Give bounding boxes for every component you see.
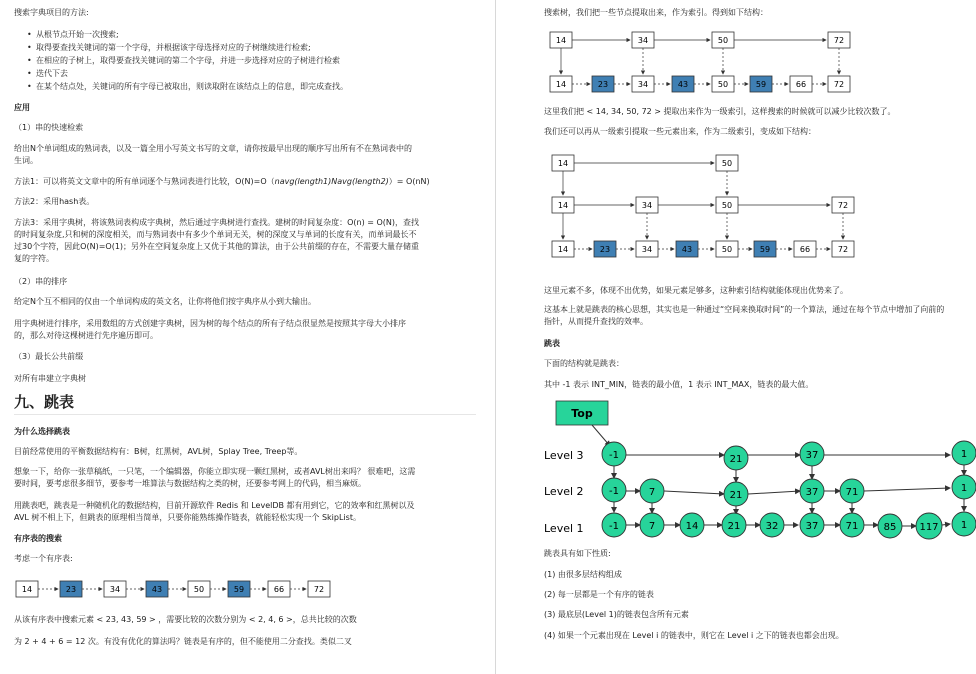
method-1: 方法1：可以将英文文章中的所有单词逐个与熟词表进行比较，O(N)=O（navg(length1)Navg(length2)）= O(nN) [14, 177, 430, 186]
index-node-label: 14 [557, 201, 569, 210]
skiplist-node-label: 21 [729, 490, 743, 501]
index-node-label: 34 [641, 201, 653, 210]
level-label: Level 2 [544, 485, 584, 498]
skiplist-node-label: 37 [805, 521, 819, 532]
list-node-label: 72 [313, 585, 325, 594]
list-node-label: 50 [193, 585, 205, 594]
index-diagram-level2 [550, 150, 860, 264]
skiplist-node-label: 7 [648, 521, 656, 532]
index-node-label: 50 [721, 201, 733, 210]
index-node-label: 72 [837, 201, 849, 210]
skiplist-top-label: Top [571, 407, 593, 420]
list-node-label: 72 [833, 80, 845, 89]
skiplist-node-label: 71 [845, 521, 859, 532]
method-2: 方法2：采用hash表。 [14, 197, 95, 206]
property-item: (4) 如果一个元素出现在 Level i 的链表中，则它在 Level i 之下的链表也都会出现。 [544, 631, 844, 640]
skiplist-node-label: -1 [609, 521, 619, 532]
heading-rule [14, 414, 476, 415]
index-node-label: 50 [717, 36, 729, 45]
skiplist-node-label: 1 [960, 449, 968, 460]
paragraph-prefix: 对所有串建立字典树 [14, 374, 86, 383]
skiplist-node-label: 117 [919, 522, 939, 533]
property-item: (2) 每一层都是一个有序的链表 [544, 590, 654, 599]
index-node-label: 34 [637, 36, 649, 45]
list-node-label: 43 [151, 585, 163, 594]
level-label: Level 3 [544, 449, 584, 462]
bullet-item: • 从根节点开始一次搜索; [36, 29, 119, 41]
section-title-skiplist: 九、跳表 [14, 393, 75, 411]
method-3-line: 过30个字符，因此O(N)=O(1)；另外在空间复杂度上又优于其他的算法，由于公共前缀的存在，不需要大量存储重 [14, 242, 420, 251]
list-node-label: 66 [795, 80, 807, 89]
list-node-label: 14 [557, 245, 569, 254]
paragraph-line: 想象一下，给你一张草稿纸，一只笔，一个编辑器，你能立即实现一颗红黑树，或者AVL树出来吗？ 很难吧，这需 [14, 467, 416, 476]
list-node-label: 23 [65, 585, 77, 594]
right-page [500, 0, 976, 674]
list-node-label: 59 [759, 245, 771, 254]
list-node-label: 23 [599, 245, 611, 254]
ordered-list-diagram [14, 576, 334, 604]
paragraph-structure: 下面的结构就是跳表： [544, 359, 624, 368]
skiplist-node-label: -1 [609, 486, 619, 497]
skiplist-node-label: 21 [729, 454, 743, 465]
list-node-label: 72 [837, 245, 849, 254]
list-node-label: 43 [681, 245, 693, 254]
skiplist-diagram [542, 398, 976, 544]
paragraph-line: 指针，从而提升查找的效率。 [544, 317, 648, 326]
index-node-label: 14 [557, 159, 569, 168]
index-node-label: 72 [833, 36, 845, 45]
paragraph-min-max: 其中 -1 表示 INT_MIN，链表的最小值，1 表示 INT_MAX，链表的最大值。 [544, 380, 814, 389]
paragraph-line: 为 2 + 4 + 6 = 12 次。有没有优化的算法吗？链表是有序的，但不能使用二分查找。类似二叉 [14, 637, 352, 646]
list-node-label: 34 [641, 245, 653, 254]
list-node-label: 34 [109, 585, 121, 594]
index-diagram-level1 [548, 26, 858, 96]
bullet-item: • 迭代下去 [36, 68, 68, 80]
paragraph-line: 用字典树进行排序，采用数组的方式创建字典树，因为树的每个结点的所有子结点很显然是按照其字母大小排序 [14, 319, 406, 328]
list-node-label: 59 [233, 585, 245, 594]
linked-list [16, 581, 330, 597]
paragraph-index-intro: 搜索树，我们把一些节点提取出来，作为索引。得到如下结构： [544, 8, 768, 17]
paragraph-properties: 跳表具有如下性质: [544, 549, 611, 558]
heading-skiplist: 跳表 [544, 339, 560, 348]
heading-ordered-list-search: 有序表的搜索 [14, 534, 62, 543]
list-node-label: 59 [755, 80, 767, 89]
heading-application: 应用 [14, 103, 30, 112]
paragraph-line: 要时间，要考虑很多细节，要参考一堆算法与数据结构之类的树，还要参考网上的代码，相当麻烦。 [14, 479, 366, 488]
paragraph-line: AVL 树不相上下，但跳表的原理相当简单，只要你能熟练操作链表，就能轻松实现一个 SkipList。 [14, 513, 361, 522]
subheading-fast-search: （1）串的快速检索 [14, 123, 84, 132]
paragraph-index-level1: 这里我们把 < 14, 34, 50, 72 > 提取出来作为一级索引，这样搜索的时候就可以减少比较次数了。 [544, 107, 896, 116]
paragraph-line: 用跳表吧，跳表是一种随机化的数据结构，目前开源软件 Redis 和 LevelDB 都有用到它，它的效率和红黑树以及 [14, 501, 415, 510]
paragraph-line: 这基本上就是跳表的核心思想，其实也是一种通过“空间来换取时间”的一个算法，通过在每个节点中增加了向前的 [544, 305, 945, 314]
index-node-label: 14 [555, 36, 567, 45]
method-3-line: 复的字符。 [14, 254, 54, 263]
subheading-prefix: （3）最长公共前缀 [14, 352, 84, 361]
skiplist-node-label: 37 [805, 487, 819, 498]
method-3-line: 方法3：采用字典树，将该熟词表构成字典树，然后通过字典树进行查找。建树的时间复杂度：O(n) = O(N)，查找 [14, 218, 420, 227]
skiplist-node-label: 1 [960, 483, 968, 494]
bullet-item: • 取得要查找关键词的第一个字母，并根据该字母选择对应的子树继续进行检索; [36, 42, 311, 54]
skiplist-node-label: 32 [765, 521, 779, 532]
search-intro: 搜索字典项目的方法: [14, 8, 89, 17]
paragraph-line: 从该有序表中搜索元素 < 23, 43, 59 > ，需要比较的次数分别为 < 2, 4, 6 >，总共比较的次数 [14, 615, 357, 624]
method-3-line: 的时间复杂度,只和树的深度相关，而与熟词表中有多少个单词无关，树的深度又与单词的长度有关，而单词最长不 [14, 230, 417, 239]
paragraph-consider: 考虑一个有序表: [14, 554, 73, 563]
heading-why-skiplist: 为什么选择跳表 [14, 427, 70, 436]
skiplist-node-label: 85 [883, 522, 897, 533]
level-label: Level 1 [544, 522, 584, 535]
list-node-label: 43 [677, 80, 689, 89]
skiplist-node-label: -1 [609, 450, 619, 461]
property-item: (1) 由很多层结构组成 [544, 570, 622, 579]
paragraph-why: 目前经常使用的平衡数据结构有：B树，红黑树，AVL树，Splay Tree, Treep等。 [14, 447, 303, 456]
skiplist-node-label: 21 [727, 521, 741, 532]
formula: navg(length1)Navg(length2) [274, 177, 389, 186]
list-node-label: 34 [637, 80, 649, 89]
list-node-label: 14 [555, 80, 567, 89]
paragraph-advantage: 这里元素不多，体现不出优势，如果元素足够多，这种索引结构就能体现出优势来了。 [544, 286, 848, 295]
property-item: (3) 最底层(Level 1)的链表包含所有元素 [544, 610, 689, 619]
page-divider [495, 0, 496, 674]
list-node-label: 23 [597, 80, 609, 89]
bullet-item: • 在相应的子树上，取得要查找关键词的第二个字母，并进一步选择对应的子树进行检索 [36, 55, 340, 67]
skiplist-node-label: 14 [685, 521, 699, 532]
paragraph-index-level2: 我们还可以再从一级索引提取一些元素出来，作为二级索引，变成如下结构： [544, 127, 816, 136]
paragraph-line: 的，那么对待这棵树进行先序遍历即可。 [14, 331, 158, 340]
skiplist-node-label: 7 [648, 487, 656, 498]
list-node-label: 50 [721, 245, 733, 254]
list-node-label: 50 [717, 80, 729, 89]
paragraph-sort: 给定N个互不相同的仅由一个单词构成的英文名，让你将他们按字典序从小到大输出。 [14, 297, 316, 306]
list-node-label: 66 [273, 585, 285, 594]
list-node-label: 14 [21, 585, 33, 594]
index-node-label: 50 [721, 159, 733, 168]
skiplist-node-label: 1 [960, 520, 968, 531]
skiplist-node-label: 37 [805, 450, 819, 461]
list-node-label: 66 [799, 245, 811, 254]
skiplist-node-label: 71 [845, 487, 859, 498]
paragraph-line: 生词。 [14, 156, 38, 165]
bullet-item: • 在某个结点处，关键词的所有字母已被取出，则读取附在该结点上的信息，即完成查找。 [36, 81, 348, 93]
paragraph-line: 给出N个单词组成的熟词表，以及一篇全用小写英文书写的文章，请你按最早出现的顺序写出所有不在熟词表中的 [14, 144, 412, 153]
subheading-sort: （2）串的排序 [14, 277, 68, 286]
